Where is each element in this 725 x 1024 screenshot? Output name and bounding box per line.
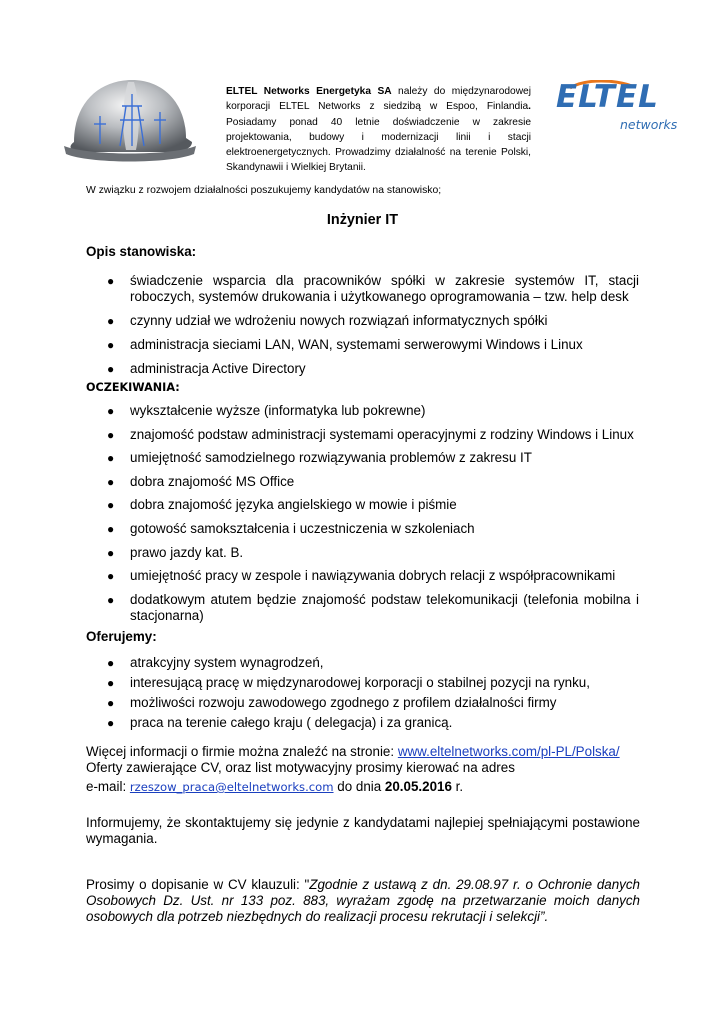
contact-info: Więcej informacji o firmie można znaleźć na stronie: www.eltelnetworks.com/pl-PL/Polska/ Oferty zawierające CV, oraz list motywacyjny prosimy kierować na adres e-mail: rzeszow_praca@eltelnetworks.com do dnia 20.05.2016 r. (86, 744, 640, 795)
list-item: ● umiejętność pracy w zespole i nawiązywania dobrych relacji z współpracownikami (107, 568, 616, 584)
intro-text-2: Posiadamy ponad 40 letnie doświadczenie w zakresie projektowania, budowy i modernizacji linii i stacji elektroenergetycznych. Prowadzimy działalność na terenie Polski, Skandynawii i Wielkiej Brytanii. (226, 116, 531, 174)
expectations-heading: OCZEKIWANIA: (86, 381, 180, 394)
list-item: ● interesującą pracę w międzynarodowej korporacji o stabilnej pozycji na rynku, (107, 675, 590, 690)
email-label: e-mail: (86, 779, 130, 794)
offer-heading: Oferujemy: (86, 629, 157, 644)
website-link[interactable]: www.eltelnetworks.com/pl-PL/Polska/ (397, 744, 620, 759)
eltel-logo (556, 80, 682, 140)
list-item: ● wykształcenie wyższe (informatyka lub pokrewne) (107, 403, 426, 418)
company-name: ELTEL Networks Energetyka SA (226, 86, 392, 97)
notice-text: Informujemy, że skontaktujemy się jedynie z kandydatami najlepiej spełniającymi postawione wymagania. (86, 815, 640, 846)
list-item: ● administracja sieciami LAN, WAN, systemami serwerowymi Windows i Linux (107, 337, 583, 352)
more-info-text: Więcej informacji o firmie można znaleźć na stronie: (86, 744, 398, 759)
list-item: ● umiejętność samodzielnego rozwiązywania problemów z zakresu IT (107, 450, 532, 466)
list-item: ● dobra znajomość języka angielskiego w mowie i piśmie (107, 497, 457, 513)
list-item: ● administracja Active Directory (107, 361, 306, 376)
list-item: ● prawo jazdy kat. B. (107, 544, 244, 560)
expectations-list (86, 403, 639, 624)
list-item: ● praca na terenie całego kraju ( delegacja) i za granicą. (107, 715, 453, 730)
list-item: ● znajomość podstaw administracji systemami operacyjnymi z rodziny Windows i Linux (107, 426, 634, 442)
list-item: ● dobra znajomość MS Office (107, 473, 295, 489)
company-intro: ELTEL Networks Energetyka SA należy do międzynarodowej korporacji ELTEL Networks z siedzibą w Espoo, Finlandia. Posiadamy ponad 40 letnie doświadczenie w zakresie projektowania, budowy i modernizacji linii i stacji elektroenergetycznych. Prowadzimy działalność na terenie Polski, Skandynawii i Wielkiej Brytanii. (226, 86, 531, 174)
list-item: ● gotowość samokształcenia i uczestniczenia w szkoleniach (107, 520, 475, 536)
lead-text: W związku z rozwojem działalności poszukujemy kandydatów na stanowisko; (86, 185, 442, 196)
offer-list (86, 655, 639, 731)
list-item: ● atrakcyjny system wynagrodzeń, (107, 655, 324, 670)
list-item: ● dodatkowym atutem będzie znajomość podstaw telekomunikacji (telefonia mobilna i stacjonarna) (107, 591, 639, 623)
deadline-date: 20.05.2016 (384, 779, 452, 794)
description-list (86, 273, 639, 377)
data-protection-clause: Prosimy o dopisanie w CV klauzuli: "Zgodnie z ustawą z dn. 29.08.97 r. o Ochronie danych Osobowych Dz. Ust. nr 133 poz. 883, wyrażam zgodę na przetwarzanie moich danych osobowych dla potrzeb niezbędnych do realizacji procesu rekrutacji i selekcji”. (86, 877, 641, 924)
list-item: ● czynny udział we wdrożeniu nowych rozwiązań informatycznych spółki (107, 313, 548, 328)
list-item: ● możliwości rozwoju zawodowego zgodnego z profilem działalności firmy (107, 695, 557, 710)
clause-text: Zgodnie z ustawą z dn. 29.08.97 r. o Ochronie danych Osobowych Dz. Ust. nr 133 poz. 883, wyrażam zgodę na przetwarzanie moich danych osobowych dla potrzeb niezbędnych do realizacji procesu rekrutacji i selekcji”. (86, 877, 641, 924)
logo-sub-text: networks (620, 117, 678, 132)
intro-text-1: należy do międzynarodowej korporacji ELTEL Networks z siedzibą w Espoo, Finlandia (226, 86, 531, 113)
helmet-image (60, 72, 198, 172)
email-link[interactable]: rzeszow_praca@eltelnetworks.com (129, 780, 334, 794)
description-heading: Opis stanowiska: (86, 244, 197, 259)
logo-main-text: ELTEL (556, 79, 659, 115)
job-title: Inżynier IT (326, 212, 399, 228)
list-item: ● świadczenie wsparcia dla pracowników spółki w zakresie systemów IT, stacji roboczych, systemów drukowania i użytkowanego oprogramowania – tzw. help desk (107, 273, 639, 304)
offers-line: Oferty zawierające CV, oraz list motywacyjny prosimy kierować na adres (86, 760, 515, 775)
